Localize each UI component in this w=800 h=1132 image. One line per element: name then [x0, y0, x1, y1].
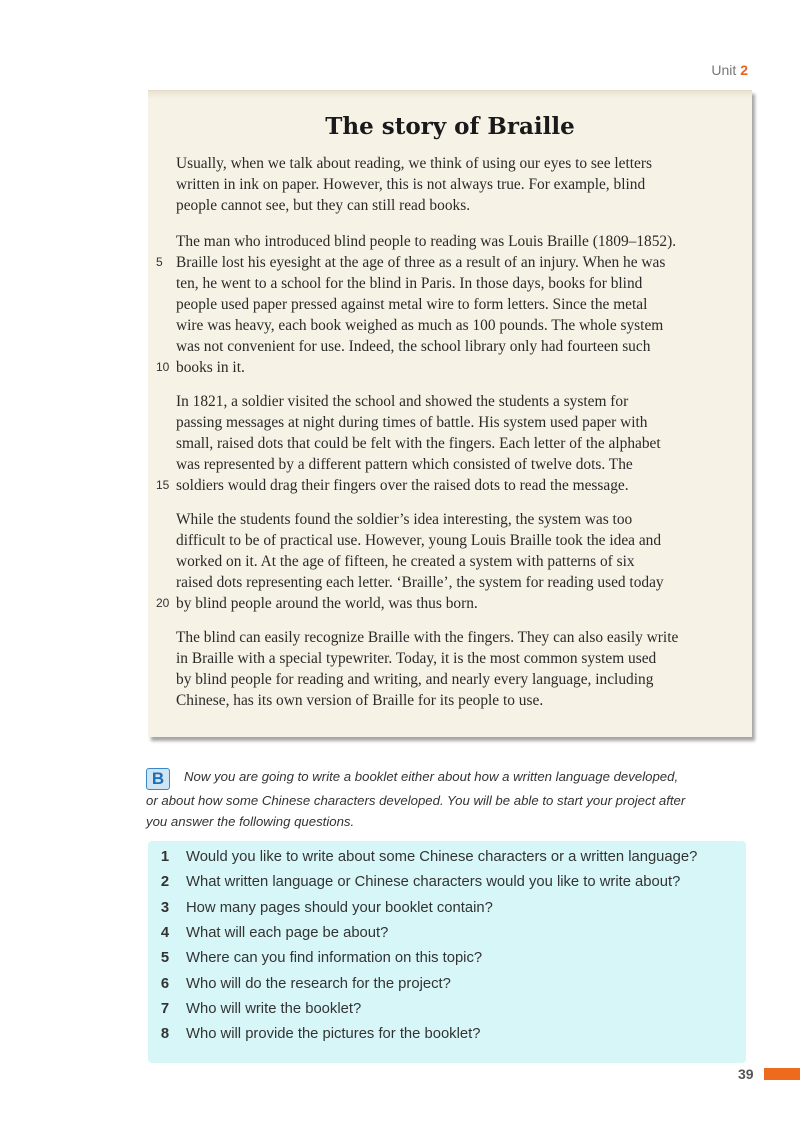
questions-box: [148, 841, 746, 1063]
line-number: 20: [156, 596, 170, 610]
paragraph-line: [156, 475, 748, 496]
line-text: The man who introduced blind people to reading was Louis Braille (1809–1852).: [176, 233, 677, 250]
question-number: 4: [160, 924, 170, 941]
line-number: 5: [156, 255, 163, 269]
paragraph-line: [156, 357, 748, 378]
question-item: [148, 950, 746, 975]
section-b-instructions: [146, 766, 758, 832]
paragraph-line: [156, 593, 748, 614]
paragraph-line: [176, 391, 748, 412]
reading-paragraph: [156, 509, 748, 614]
reading-paragraph: [176, 153, 748, 216]
question-number: 7: [160, 1000, 170, 1017]
line-text: raised dots representing each letter. ‘Braille’, the system for reading used today: [176, 574, 664, 591]
paragraph-line: [176, 174, 748, 195]
question-item: [148, 849, 746, 874]
paragraph-line: [176, 648, 748, 669]
paragraph-line: [156, 252, 748, 273]
paragraph-line: [176, 315, 748, 336]
paragraph-line: [176, 195, 748, 216]
question-text: What written language or Chinese characters would you like to write about?: [186, 874, 681, 891]
paragraph-line: [176, 627, 748, 648]
paragraph-line: [176, 231, 748, 252]
reading-paragraph: [156, 391, 748, 496]
paragraph-line: [176, 294, 748, 315]
unit-word: Unit: [711, 62, 737, 78]
line-text: ten, he went to a school for the blind in Paris. In those days, books for blind: [176, 275, 643, 292]
line-text: wire was heavy, each book weighed as much as 100 pounds. The whole system: [176, 317, 664, 334]
line-text: Usually, when we talk about reading, we think of using our eyes to see letters: [176, 155, 652, 172]
line-text: passing messages at night during times of battle. His system used paper with: [176, 414, 648, 431]
line-text: In 1821, a soldier visited the school and showed the students a system for: [176, 393, 629, 410]
paragraph-line: [176, 412, 748, 433]
reading-passage-card: [148, 90, 752, 737]
line-text: was not convenient for use. Indeed, the school library only had fourteen such: [176, 338, 651, 355]
question-item: [148, 976, 746, 1001]
line-text: While the students found the soldier’s idea interesting, the system was too: [176, 511, 633, 528]
section-b-badge: B: [146, 768, 170, 790]
paragraph-line: [176, 572, 748, 593]
line-text: difficult to be of practical use. However, young Louis Braille took the idea and: [176, 532, 662, 549]
paragraph-line: [176, 551, 748, 572]
line-number: 15: [156, 478, 170, 492]
paragraph-line: [176, 153, 748, 174]
question-item: [148, 1001, 746, 1026]
page-number-accent-bar: [764, 1068, 800, 1080]
question-item: [148, 900, 746, 925]
instruction-line: you answer the following questions.: [146, 814, 355, 829]
question-text: Who will do the research for the project?: [186, 975, 451, 992]
line-text: people cannot see, but they can still read books.: [176, 197, 471, 214]
paragraph-line: [176, 509, 748, 530]
question-item: [148, 874, 746, 899]
instruction-line: B Now you are going to write a booklet either about how a written language developed,: [146, 766, 758, 790]
question-text: Who will write the booklet?: [186, 1000, 362, 1017]
question-number: 8: [160, 1026, 170, 1043]
line-text: Chinese, has its own version of Braille for its people to use.: [176, 692, 544, 709]
unit-number: 2: [740, 62, 748, 78]
line-text: was represented by a different pattern which consisted of twelve dots. The: [176, 456, 633, 473]
question-text: What will each page be about?: [186, 924, 389, 941]
line-text: soldiers would drag their fingers over the raised dots to read the message.: [176, 477, 629, 494]
paragraph-line: [176, 454, 748, 475]
unit-label: [711, 62, 748, 78]
question-number: 6: [160, 975, 170, 992]
reading-title: The story of Braille: [325, 113, 575, 140]
paragraph-line: [176, 433, 748, 454]
paragraph-line: [176, 690, 748, 711]
reading-paragraph: [156, 231, 748, 378]
line-text: books in it.: [176, 359, 245, 376]
question-number: 3: [160, 899, 170, 916]
paragraph-line: [176, 669, 748, 690]
line-text: by blind people for reading and writing, and nearly every language, including: [176, 671, 654, 688]
paragraph-line: [176, 336, 748, 357]
line-text: The blind can easily recognize Braille with the fingers. They can also easily write: [176, 629, 679, 646]
line-number: 10: [156, 360, 170, 374]
line-text: people used paper pressed against metal wire to form letters. Since the metal: [176, 296, 648, 313]
line-text: written in ink on paper. However, this is not always true. For example, blind: [176, 176, 646, 193]
instruction-line: or about how some Chinese characters developed. You will be able to start your project after: [146, 793, 686, 808]
question-number: 2: [160, 874, 170, 891]
page-number: 39: [738, 1066, 754, 1082]
line-text: Braille lost his eyesight at the age of three as a result of an injury. When he was: [176, 254, 666, 271]
question-text: How many pages should your booklet contain?: [186, 899, 493, 916]
question-item: [148, 1026, 746, 1051]
question-text: Who will provide the pictures for the booklet?: [186, 1026, 481, 1043]
line-text: in Braille with a special typewriter. Today, it is the most common system used: [176, 650, 657, 667]
paragraph-line: [176, 530, 748, 551]
paragraph-line: [176, 273, 748, 294]
line-text: by blind people around the world, was thus born.: [176, 595, 478, 612]
line-text: worked on it. At the age of fifteen, he created a system with patterns of six: [176, 553, 635, 570]
question-number: 1: [160, 849, 170, 865]
question-text: Would you like to write about some Chinese characters or a written language?: [186, 849, 698, 865]
line-text: small, raised dots that could be felt with the fingers. Each letter of the alphabet: [176, 435, 661, 452]
question-text: Where can you find information on this topic?: [186, 950, 483, 967]
reading-paragraph: [176, 627, 748, 711]
question-item: [148, 925, 746, 950]
question-number: 5: [160, 950, 170, 967]
